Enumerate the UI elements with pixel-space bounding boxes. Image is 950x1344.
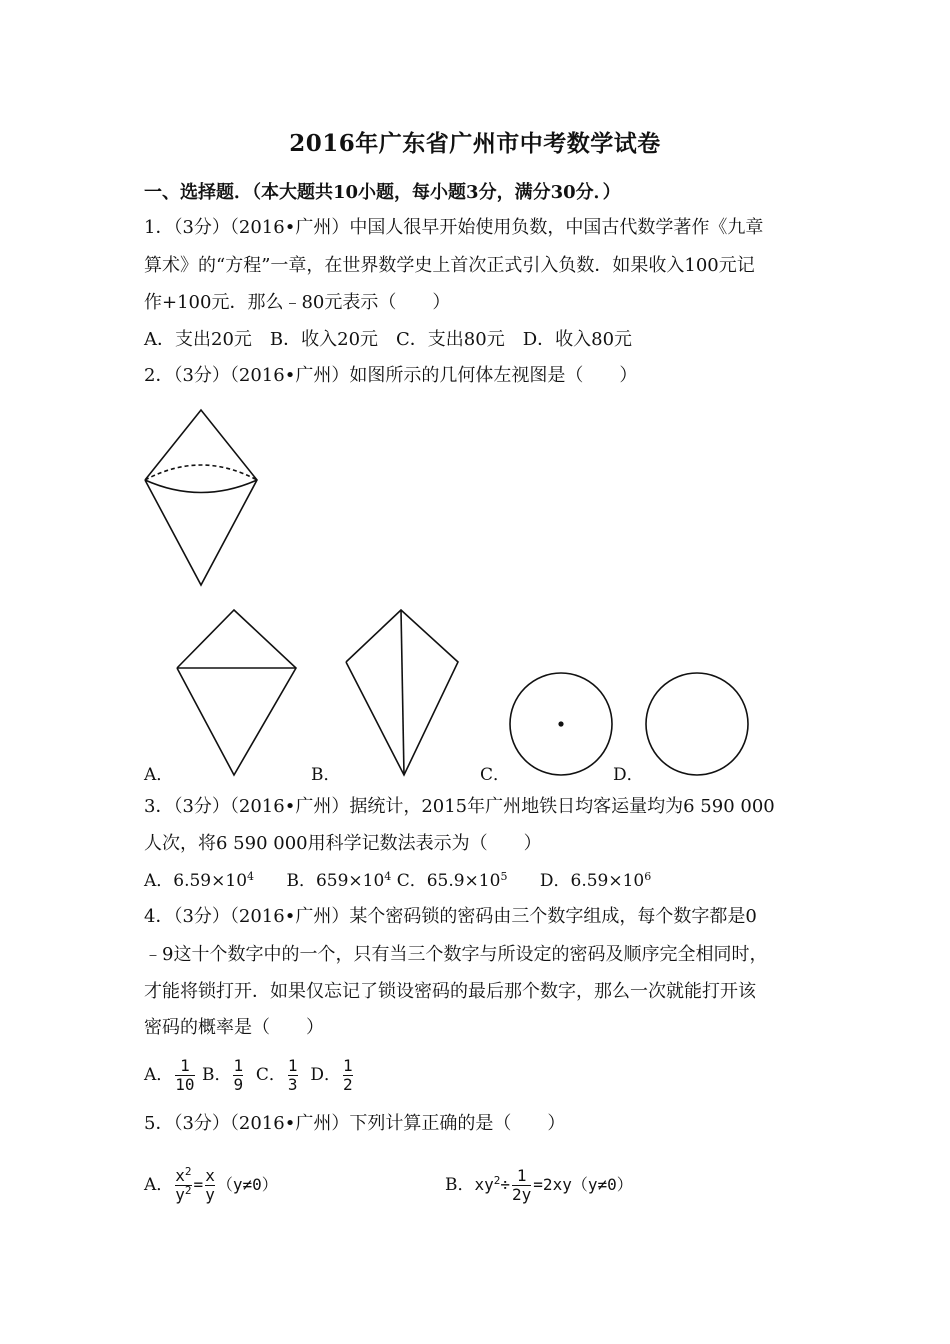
q2-option-b-figure	[340, 605, 465, 780]
q4-line-3: 才能将锁打开．如果仅忘记了锁设密码的最后那个数字，那么一次就能打开该	[144, 981, 756, 1002]
q4-line-1: 4．（3分）（2016•广州）某个密码锁的密码由三个数字组成，每个数字都是0	[144, 906, 757, 927]
q4-line-4: 密码的概率是（ ）	[144, 1017, 324, 1038]
q4-option-c: C． $\frac{1}{3}$	[255, 1056, 298, 1094]
q2-option-c-figure	[505, 668, 617, 780]
q1-line-2: 算术》的“方程”一章，在世界数学史上首次正式引入负数．如果收入100元记	[144, 255, 755, 276]
q2-option-a-figure	[172, 605, 302, 780]
q1-line-3: 作+100元．那么﹣80元表示（ ）	[144, 292, 451, 313]
q3-option-a: A．$6.59\times 10^4$	[144, 870, 255, 891]
q5-option-b: B．$xy^2\div$ $\frac{1}{2y}$ =2xy（y≠0）	[445, 1166, 633, 1204]
q3-line-1: 3．（3分）（2016•广州）据统计，2015年广州地铁日均客运量均为6 590 000	[144, 796, 775, 817]
q3-option-b: B．$659\times 10^4$	[286, 870, 392, 891]
q2-option-c-label: C．	[480, 765, 511, 785]
q2-option-d-label: D．	[613, 765, 644, 785]
solid-outline	[145, 410, 257, 585]
q1-line-1: 1．（3分）（2016•广州）中国人很早开始使用负数，中国古代数学著作《九章	[144, 217, 764, 238]
q3-option-c: C．$65.9\times 10^5$	[396, 870, 508, 891]
q1-options: A．支出20元 B．收入20元 C．支出80元 D．收入80元	[144, 329, 633, 350]
solid-front-curve	[145, 480, 257, 493]
q4-option-a: A． $\frac{1}{10}$	[144, 1056, 195, 1094]
page-title: 2016年广东省广州市中考数学试卷	[289, 130, 661, 157]
q2-option-b-label: B．	[311, 765, 341, 785]
q4-option-b: B． $\frac{1}{9}$	[201, 1056, 244, 1094]
q2-solid-figure	[140, 405, 265, 590]
q3-option-d: D．$6.59\times 10^6$	[539, 870, 652, 891]
solid-hidden-curve	[145, 465, 257, 480]
q3-options	[144, 869, 651, 893]
q2-option-a-label: A．	[144, 765, 174, 785]
q2-line-1: 2．（3分）（2016•广州）如图所示的几何体左视图是（ ）	[144, 365, 638, 386]
q4-option-d: D． $\frac{1}{2}$	[310, 1056, 353, 1094]
q3-line-2: 人次，将6 590 000用科学记数法表示为（ ）	[144, 833, 542, 854]
q5-line-1: 5．（3分）（2016•广州）下列计算正确的是（ ）	[144, 1113, 566, 1134]
section-heading: 一、选择题．（本大题共10小题，每小题3分，满分30分．）	[144, 182, 621, 203]
q5-option-a: A． $\frac{x^2}{y^2}$ = $\frac{x}{y}$ （y≠0）	[144, 1165, 278, 1204]
q2-option-d-figure	[641, 668, 753, 780]
q4-options	[144, 1055, 355, 1095]
q4-line-2: ﹣9这十个数字中的一个，只有当三个数字与所设定的密码及顺序完全相同时，	[144, 944, 768, 965]
